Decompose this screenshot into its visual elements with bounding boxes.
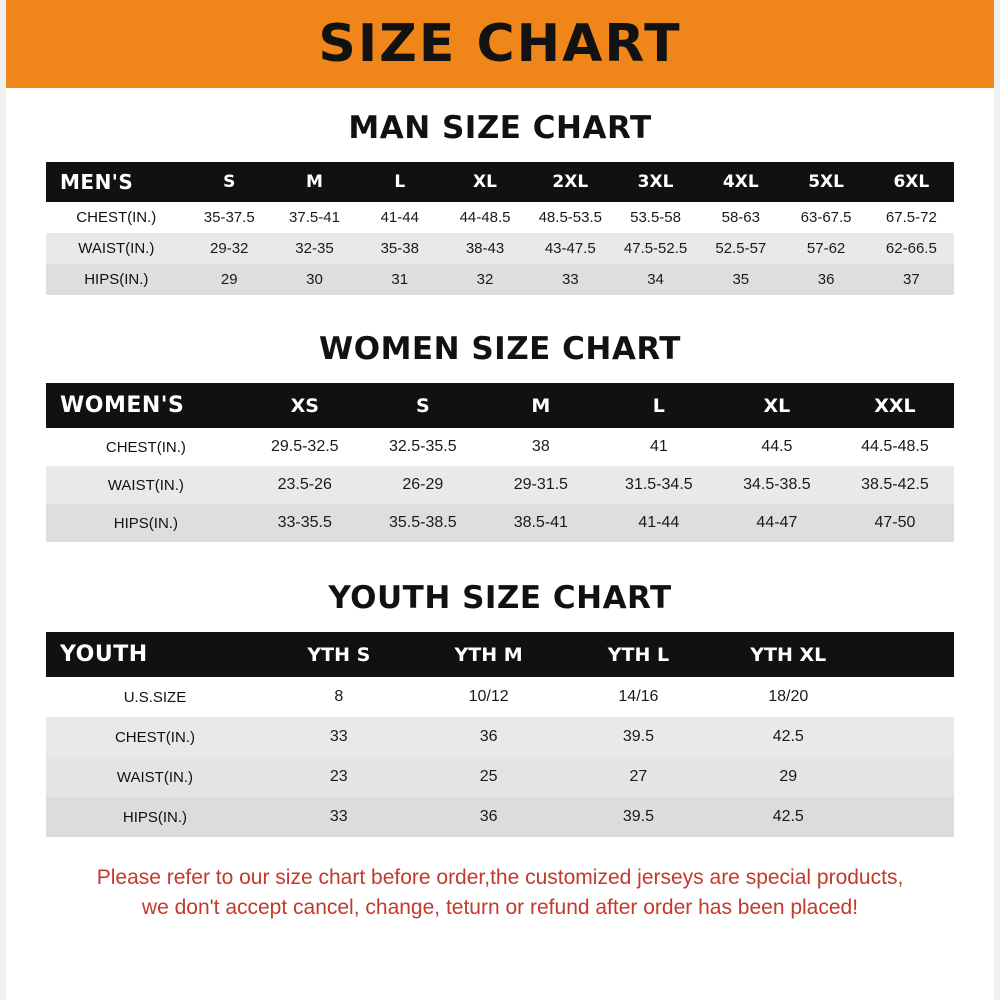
table-cell: 27 xyxy=(629,768,648,785)
column-header: 5XL xyxy=(808,172,844,192)
column-header: L xyxy=(394,172,406,192)
column-header: YTH L xyxy=(607,643,670,666)
row-label: WAIST(IN.) xyxy=(116,768,193,786)
table-row xyxy=(46,428,954,466)
table-cell: 30 xyxy=(306,271,323,288)
youth-section-title: YOUTH SIZE CHART xyxy=(328,580,672,616)
row-label: CHEST(IN.) xyxy=(76,209,157,226)
table-cell: 62-66.5 xyxy=(885,240,937,257)
row-label: HIPS(IN.) xyxy=(113,514,178,532)
table-cell: 33-35.5 xyxy=(277,514,332,531)
table-cell-spacer xyxy=(863,677,954,717)
man-table-wrap xyxy=(46,162,954,295)
man-corner-label: MEN'S xyxy=(60,170,134,194)
column-header: M xyxy=(306,172,323,192)
column-header: S xyxy=(415,394,430,417)
table-cell: 57-62 xyxy=(806,240,846,257)
women-size-table xyxy=(46,383,954,542)
table-cell: 41 xyxy=(649,438,668,455)
table-cell: 29.5-32.5 xyxy=(270,438,339,455)
table-cell: 39.5 xyxy=(622,808,654,825)
table-cell: 34.5-38.5 xyxy=(743,476,811,493)
table-cell: 35.5-38.5 xyxy=(388,514,457,531)
table-row xyxy=(46,797,954,837)
table-row xyxy=(46,677,954,717)
table-cell-spacer xyxy=(863,717,954,757)
table-cell: 33 xyxy=(561,271,579,288)
column-header: M xyxy=(531,394,551,417)
table-cell: 39.5 xyxy=(622,728,654,745)
table-cell: 38.5-41 xyxy=(513,514,568,531)
table-cell: 42.5 xyxy=(772,808,804,825)
table-cell: 53.5-58 xyxy=(630,209,681,226)
table-cell: 35 xyxy=(732,271,750,288)
table-cell: 29-32 xyxy=(210,240,249,257)
table-cell: 10/12 xyxy=(468,688,509,705)
table-cell: 41-44 xyxy=(380,209,419,226)
table-cell: 44.5-48.5 xyxy=(861,438,929,455)
row-label: HIPS(IN.) xyxy=(84,271,149,288)
table-cell: 48.5-53.5 xyxy=(538,209,602,226)
table-row xyxy=(46,757,954,797)
table-cell: 36 xyxy=(817,271,835,288)
table-cell-spacer xyxy=(863,757,954,797)
column-header: 3XL xyxy=(637,172,674,192)
youth-size-table xyxy=(46,632,954,837)
row-label: U.S.SIZE xyxy=(123,688,187,706)
table-cell: 31.5-34.5 xyxy=(625,476,693,493)
table-cell: 38.5-42.5 xyxy=(861,476,929,493)
table-header-row xyxy=(46,632,954,677)
page-title: SIZE CHART xyxy=(318,14,682,74)
table-cell: 29 xyxy=(220,271,238,288)
table-cell: 33 xyxy=(329,728,348,745)
column-header: XL xyxy=(763,394,791,417)
table-cell: 42.5 xyxy=(772,728,804,745)
table-row xyxy=(46,717,954,757)
table-header-row xyxy=(46,162,954,202)
table-cell: 37 xyxy=(903,271,920,288)
man-size-table xyxy=(46,162,954,295)
row-label: CHEST(IN.) xyxy=(114,728,195,746)
table-cell: 32-35 xyxy=(295,240,334,257)
table-row xyxy=(46,264,954,295)
row-label: WAIST(IN.) xyxy=(107,476,184,494)
column-header: YTH S xyxy=(307,643,371,666)
table-cell: 43-47.5 xyxy=(544,240,596,257)
table-cell: 38-43 xyxy=(465,240,505,257)
column-header: XXL xyxy=(874,394,916,417)
table-cell: 33 xyxy=(329,808,348,825)
women-table-wrap xyxy=(46,383,954,542)
table-cell: 63-67.5 xyxy=(800,209,852,226)
column-header: YTH M xyxy=(454,643,523,666)
table-cell: 47.5-52.5 xyxy=(623,240,688,257)
column-header: 2XL xyxy=(552,172,589,192)
table-row xyxy=(46,233,954,264)
table-cell: 29 xyxy=(779,768,798,785)
table-cell: 36 xyxy=(479,808,498,825)
women-corner-label: WOMEN'S xyxy=(60,393,185,418)
table-cell: 52.5-57 xyxy=(715,240,767,257)
youth-corner-label: YOUTH xyxy=(60,642,148,667)
table-row xyxy=(46,504,954,542)
table-cell: 32 xyxy=(476,271,494,288)
column-header: XL xyxy=(473,172,497,192)
table-header-row xyxy=(46,383,954,428)
table-cell: 26-29 xyxy=(402,476,444,493)
column-header: 6XL xyxy=(893,172,930,192)
column-header: 4XL xyxy=(722,172,759,192)
table-cell: 18/20 xyxy=(768,688,809,705)
table-cell: 44-47 xyxy=(756,514,798,531)
table-cell: 29-31.5 xyxy=(513,476,568,493)
table-cell: 44-48.5 xyxy=(459,209,511,226)
column-header: YTH XL xyxy=(750,643,827,666)
column-header: XS xyxy=(290,394,319,417)
table-cell: 35-38 xyxy=(380,240,419,257)
table-cell: 58-63 xyxy=(721,209,760,226)
man-section-title: MAN SIZE CHART xyxy=(348,110,652,146)
table-cell: 34 xyxy=(647,271,664,288)
table-cell: 31 xyxy=(391,271,409,288)
table-cell: 41-44 xyxy=(638,514,680,531)
table-row xyxy=(46,202,954,233)
table-row xyxy=(46,466,954,504)
table-cell: 37.5-41 xyxy=(289,209,340,226)
table-cell: 32.5-35.5 xyxy=(388,438,457,455)
youth-table-wrap xyxy=(46,632,954,837)
table-cell: 8 xyxy=(334,688,344,705)
table-cell: 14/16 xyxy=(618,688,659,705)
row-label: CHEST(IN.) xyxy=(105,438,186,456)
header-banner xyxy=(6,0,994,88)
table-cell: 23 xyxy=(329,768,348,785)
column-header: L xyxy=(652,394,665,417)
table-cell: 35-37.5 xyxy=(203,209,255,226)
table-cell: 36 xyxy=(479,728,498,745)
column-header-spacer xyxy=(863,632,954,677)
table-cell: 44.5 xyxy=(761,438,793,455)
table-cell-spacer xyxy=(863,797,954,837)
footer-note-line-2: we don't accept cancel, change, teturn or refund after order has been placed! xyxy=(141,896,859,920)
column-header: S xyxy=(223,172,236,192)
table-cell: 47-50 xyxy=(874,514,916,531)
table-cell: 25 xyxy=(479,768,498,785)
women-section-title: WOMEN SIZE CHART xyxy=(319,331,681,367)
footer-note xyxy=(28,863,972,924)
row-label: HIPS(IN.) xyxy=(122,808,188,826)
row-label: WAIST(IN.) xyxy=(78,240,155,257)
table-cell: 67.5-72 xyxy=(885,209,937,226)
table-cell: 23.5-26 xyxy=(277,476,332,493)
table-cell: 38 xyxy=(531,438,550,455)
footer-note-line-1: Please refer to our size chart before order,the customized jerseys are special products, xyxy=(96,866,904,889)
